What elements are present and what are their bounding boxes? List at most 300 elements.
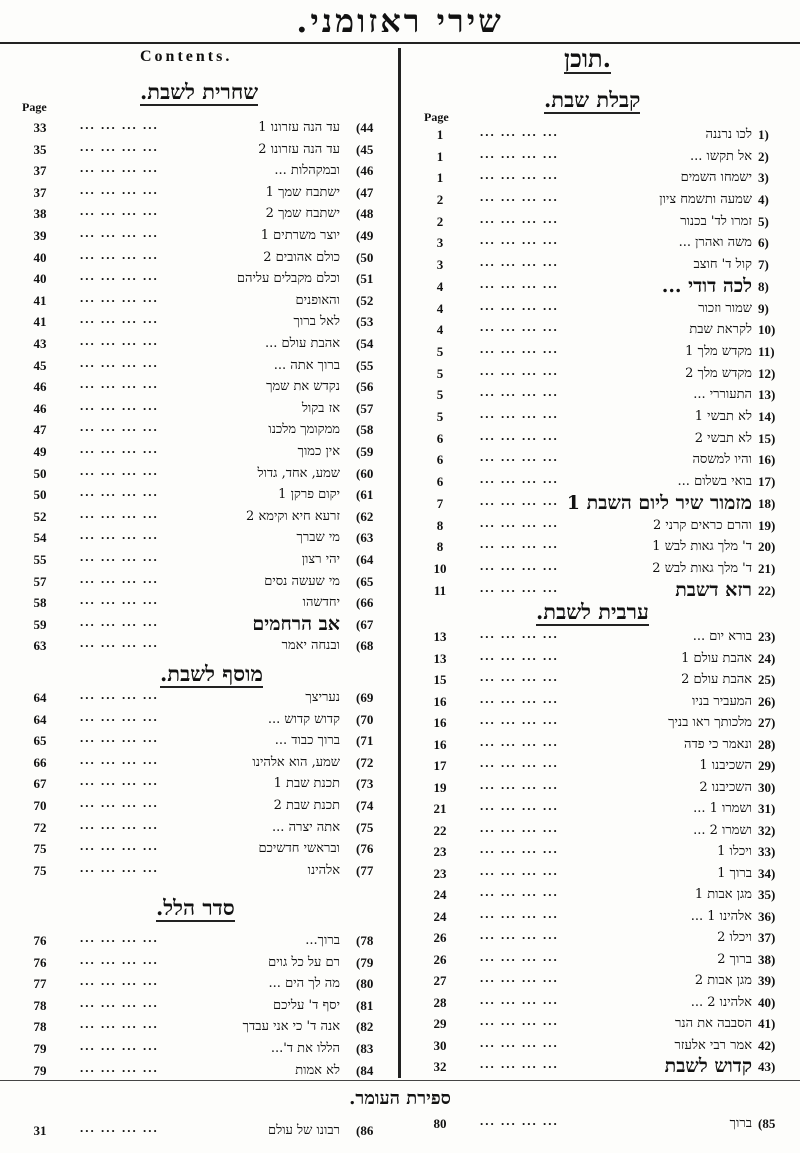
leader-dots: ... ... ... ... (80, 441, 159, 456)
toc-entry (20, 290, 396, 311)
leader-dots: ... ... ... ... (480, 406, 559, 421)
entry-title: ישמחו השמים (680, 170, 752, 185)
leader-dots: ... ... ... ... (80, 117, 159, 132)
entry-page-number: 59 (33, 617, 47, 632)
entry-page-number: 33 (33, 120, 47, 135)
entry-number: (85 (758, 1116, 776, 1131)
toc-entry (20, 838, 396, 859)
entry-number: 15) (758, 431, 776, 446)
entry-title: מזמור שיר ליום השבת 1 (566, 492, 752, 514)
entry-page-number: 50 (33, 487, 47, 502)
toc-entry (20, 973, 396, 994)
leader-dots: ... ... ... ... (480, 363, 559, 378)
toc-entry (420, 906, 798, 927)
entry-number: (75 (356, 820, 374, 835)
toc-entry (20, 752, 396, 773)
leader-dots: ... ... ... ... (480, 189, 559, 204)
leader-dots: ... ... ... ... (480, 558, 559, 573)
entry-number: (64 (356, 552, 374, 567)
entry-title: ובמקהלות ... (274, 163, 340, 178)
toc-entry (20, 571, 396, 592)
entry-number: 28) (758, 737, 776, 752)
leader-dots: ... ... ... ... (80, 614, 159, 629)
leader-dots: ... ... ... ... (480, 515, 559, 530)
leader-dots: ... ... ... ... (480, 471, 559, 486)
entry-title: אב הרחמים (252, 613, 340, 635)
toc-entry (420, 167, 798, 188)
entry-page-number: 46 (33, 379, 47, 394)
leader-dots: ... ... ... ... (480, 1013, 559, 1028)
toc-entry (20, 860, 396, 881)
toc-entry (420, 471, 798, 492)
entry-page-number: 40 (33, 250, 47, 265)
entry-title: יקום פרקן 1 (278, 487, 340, 502)
page-title: שירי ראזומני. (296, 2, 504, 40)
toc-entry (20, 311, 396, 332)
toc-entry (420, 884, 798, 905)
entry-number: (70 (356, 712, 374, 727)
entry-page-number: 16 (433, 694, 447, 709)
toc-entry (20, 506, 396, 527)
entry-page-number: 16 (433, 715, 447, 730)
leader-dots: ... ... ... ... (480, 712, 559, 727)
entry-title: מקדש מלך 2 (685, 366, 752, 381)
entry-page-number: 8 (436, 518, 444, 533)
entry-title: אתה יצרה ... (272, 820, 340, 835)
entry-page-number: 63 (33, 638, 47, 653)
section-heading: שחרית לשבת. (140, 79, 259, 104)
entry-number: (62 (356, 509, 374, 524)
leader-dots: ... ... ... ... (80, 463, 159, 478)
entry-page-number: 65 (33, 733, 47, 748)
entry-title: לכו נרננה (705, 127, 752, 142)
toc-entry (20, 463, 396, 484)
entry-title: אמר רבי אלעזר (674, 1038, 752, 1053)
entry-number: 29) (758, 758, 776, 773)
leader-dots: ... ... ... ... (80, 419, 159, 434)
toc-entry (20, 484, 396, 505)
entry-number: 7) (758, 257, 769, 272)
entry-page-number: 1 (436, 170, 444, 185)
entry-page-number: 23 (433, 844, 447, 859)
entry-title: לאל ברוך (293, 314, 340, 329)
toc-entry (420, 211, 798, 232)
entry-page-number: 77 (33, 976, 47, 991)
entry-number: (77 (356, 863, 374, 878)
entry-number: 23) (758, 629, 776, 644)
entry-page-number: 40 (33, 271, 47, 286)
entry-title: אין כמוך (297, 444, 340, 459)
entry-page-number: 6 (436, 452, 444, 467)
entry-number: 3) (758, 170, 769, 185)
leader-dots: ... ... ... ... (80, 549, 159, 564)
entry-page-number: 38 (33, 206, 47, 221)
entry-number: (59 (356, 444, 374, 459)
entry-number: (63 (356, 530, 374, 545)
entry-page-number: 66 (33, 755, 47, 770)
leader-dots: ... ... ... ... (80, 290, 159, 305)
toc-entry (20, 930, 396, 951)
entry-page-number: 72 (33, 820, 47, 835)
entry-page-number: 50 (33, 466, 47, 481)
leader-dots: ... ... ... ... (480, 211, 559, 226)
entry-number: 31) (758, 801, 776, 816)
entry-title: ישתבח שמך 1 (265, 185, 340, 200)
entry-title: התעוררי ... (693, 387, 752, 402)
leader-dots: ... ... ... ... (480, 384, 559, 399)
toc-entry (420, 626, 798, 647)
entry-page-number: 75 (33, 841, 47, 856)
entry-title: מקדש מלך 1 (685, 344, 752, 359)
entry-title: אל תקשו ... (690, 149, 752, 164)
toc-entry (20, 1016, 396, 1037)
entry-title: עד הנה עזרונו 1 (258, 120, 340, 135)
entry-title: ושמרו 1 ... (693, 801, 752, 816)
entry-number: (84 (356, 1063, 374, 1078)
entry-page-number: 5 (436, 366, 444, 381)
entry-page-number: 32 (433, 1059, 447, 1074)
leader-dots: ... ... ... ... (480, 755, 559, 770)
entry-title: יסף ד' עליכם (273, 998, 340, 1013)
page-column-label: Page (22, 100, 47, 114)
toc-entry (420, 648, 798, 669)
entry-page-number: 64 (33, 712, 47, 727)
entry-page-number: 17 (433, 758, 447, 773)
entry-number: 20) (758, 539, 776, 554)
entry-number: (73 (356, 776, 374, 791)
toc-entry (420, 449, 798, 470)
toc-entry (20, 614, 396, 635)
entry-page-number: 5 (436, 387, 444, 402)
toc-entry (420, 536, 798, 557)
entry-page-number: 5 (436, 344, 444, 359)
leader-dots: ... ... ... ... (80, 795, 159, 810)
toc-entry (420, 820, 798, 841)
leader-dots: ... ... ... ... (80, 952, 159, 967)
entry-number: (86 (356, 1123, 374, 1138)
leader-dots: ... ... ... ... (480, 884, 559, 899)
toc-entry (20, 1060, 396, 1081)
entry-title: הללו את ד'... (270, 1041, 340, 1056)
entry-page-number: 4 (436, 279, 444, 294)
toc-entry (420, 341, 798, 362)
entry-number: 22) (758, 583, 776, 598)
entry-page-number: 28 (433, 995, 447, 1010)
entry-title: מי שברך (296, 530, 340, 545)
entry-number: 8) (758, 279, 769, 294)
entry-page-number: 35 (33, 142, 47, 157)
entry-number: (74 (356, 798, 374, 813)
toc-entry (20, 203, 396, 224)
toc-entry (20, 268, 396, 289)
entry-number: (53 (356, 314, 374, 329)
leader-dots: ... ... ... ... (480, 691, 559, 706)
toc-entry (420, 1056, 798, 1077)
top-rule (0, 42, 800, 44)
entry-number: 40) (758, 995, 776, 1010)
toc-entry (20, 592, 396, 613)
entry-page-number: 54 (33, 530, 47, 545)
toc-entry (20, 995, 396, 1016)
entry-page-number: 75 (33, 863, 47, 878)
toc-entry (20, 376, 396, 397)
leader-dots: ... ... ... ... (480, 493, 559, 508)
bottom-rule (0, 1080, 800, 1081)
entry-title: נעריצך (305, 690, 340, 705)
leader-dots: ... ... ... ... (480, 992, 559, 1007)
entry-number: 6) (758, 235, 769, 250)
entry-title: מי שעשה נסים (264, 574, 340, 589)
entry-page-number: 46 (33, 401, 47, 416)
entry-page-number: 57 (33, 574, 47, 589)
leader-dots: ... ... ... ... (80, 687, 159, 702)
entry-number: (80 (356, 976, 374, 991)
section-heading: סדר הלל. (156, 895, 235, 920)
toc-entry (420, 1013, 798, 1034)
entry-number: (83 (356, 1041, 374, 1056)
toc-entry (20, 549, 396, 570)
entry-page-number: 13 (433, 651, 447, 666)
toc-entry (420, 1035, 798, 1056)
entry-title: ברוך 2 (717, 952, 752, 967)
entry-page-number: 67 (33, 776, 47, 791)
entry-number: 4) (758, 192, 769, 207)
toc-entry (20, 635, 396, 656)
leader-dots: ... ... ... ... (480, 648, 559, 663)
entry-number: 34) (758, 866, 776, 881)
leader-dots: ... ... ... ... (80, 973, 159, 988)
entry-title: ד' מלך גאות לבש 2 (652, 561, 752, 576)
entry-number: (61 (356, 487, 374, 502)
leader-dots: ... ... ... ... (480, 669, 559, 684)
leader-dots: ... ... ... ... (480, 1035, 559, 1050)
entry-title: אז בקול (301, 401, 340, 416)
entry-title: ובנחה יאמר (281, 638, 340, 653)
toc-entry (420, 691, 798, 712)
entry-page-number: 4 (436, 301, 444, 316)
entry-title: מגן אבות 2 (694, 973, 752, 988)
toc-entry (20, 419, 396, 440)
leader-dots: ... ... ... ... (80, 930, 159, 945)
entry-page-number: 76 (33, 933, 47, 948)
entry-page-number: 15 (433, 672, 447, 687)
toc-entry (20, 1120, 396, 1141)
entry-number: (46 (356, 163, 374, 178)
leader-dots: ... ... ... ... (480, 319, 559, 334)
entry-page-number: 24 (433, 909, 447, 924)
entry-number: 12) (758, 366, 776, 381)
leader-dots: ... ... ... ... (480, 232, 559, 247)
entry-title: יחדשהו (302, 595, 340, 610)
leader-dots: ... ... ... ... (80, 160, 159, 175)
toc-entry (20, 795, 396, 816)
entry-number: 43) (758, 1059, 776, 1074)
entry-page-number: 6 (436, 474, 444, 489)
toc-entry (20, 1038, 396, 1059)
entry-number: 32) (758, 823, 776, 838)
leader-dots: ... ... ... ... (80, 333, 159, 348)
leader-dots: ... ... ... ... (80, 709, 159, 724)
toc-entry (420, 428, 798, 449)
entry-page-number: 30 (433, 1038, 447, 1053)
entry-title: אהבת עולם 1 (681, 651, 752, 666)
toc-entry (420, 992, 798, 1013)
entry-page-number: 45 (33, 358, 47, 373)
toc-entry (20, 398, 396, 419)
entry-page-number: 19 (433, 780, 447, 795)
entry-page-number: 43 (33, 336, 47, 351)
leader-dots: ... ... ... ... (480, 820, 559, 835)
entry-number: 35) (758, 887, 776, 902)
leader-dots: ... ... ... ... (480, 863, 559, 878)
leader-dots: ... ... ... ... (480, 1056, 559, 1071)
entry-title: מגן אבות 1 (694, 887, 752, 902)
entry-page-number: 3 (436, 235, 444, 250)
toc-entry (20, 773, 396, 794)
entry-number: 39) (758, 973, 776, 988)
leader-dots: ... ... ... ... (80, 484, 159, 499)
leader-dots: ... ... ... ... (480, 124, 559, 139)
entry-title: השכיבנו 1 (699, 758, 752, 773)
entry-number: (60 (356, 466, 374, 481)
entry-page-number: 11 (433, 583, 447, 598)
entry-title: אהבת עולם ... (264, 336, 340, 351)
leader-dots: ... ... ... ... (480, 777, 559, 792)
entry-page-number: 78 (33, 1019, 47, 1034)
leader-dots: ... ... ... ... (480, 927, 559, 942)
leader-dots: ... ... ... ... (80, 398, 159, 413)
toc-entry (420, 558, 798, 579)
entry-number: 24) (758, 651, 776, 666)
entry-title: נקדש את שמך (266, 379, 340, 394)
entry-title: ד' מלך גאות לבש 1 (652, 539, 752, 554)
leader-dots: ... ... ... ... (80, 247, 159, 262)
entry-title: לא אמות (295, 1063, 340, 1078)
entry-title: והיו למשסה (692, 452, 752, 467)
entry-number: 37) (758, 930, 776, 945)
entry-page-number: 5 (436, 409, 444, 424)
entry-number: 10) (758, 322, 776, 337)
leader-dots: ... ... ... ... (480, 536, 559, 551)
entry-title: זמרו לד' בכנור (680, 214, 752, 229)
leader-dots: ... ... ... ... (80, 139, 159, 154)
toc-entry (420, 363, 798, 384)
entry-page-number: 26 (433, 930, 447, 945)
entry-number: (48 (356, 206, 374, 221)
leader-dots: ... ... ... ... (80, 1120, 159, 1135)
toc-entry (420, 384, 798, 405)
entry-number: 11) (758, 344, 775, 359)
leader-dots: ... ... ... ... (80, 635, 159, 650)
entry-title: קדוש קדוש ... (267, 712, 340, 727)
toc-entry (420, 319, 798, 340)
leader-dots: ... ... ... ... (80, 752, 159, 767)
entry-title: אלהינו 1 ... (690, 909, 752, 924)
entry-number: 2) (758, 149, 769, 164)
leader-dots: ... ... ... ... (80, 730, 159, 745)
entry-title: ונאמר כי פדה (683, 737, 752, 752)
entry-number: (78 (356, 933, 374, 948)
entry-title: שמע, אחד, גדול (257, 466, 340, 481)
entry-number: (72 (356, 755, 374, 770)
entry-title: המעביר בניו (692, 694, 752, 709)
entry-title: הסבבה את הנר (675, 1016, 752, 1031)
toc-entry (420, 298, 798, 319)
leader-dots: ... ... ... ... (480, 906, 559, 921)
entry-page-number: 27 (433, 973, 447, 988)
entry-number: (51 (356, 271, 374, 286)
toc-entry (20, 527, 396, 548)
entry-title: אלהינו 2 ... (690, 995, 752, 1010)
entry-page-number: 31 (33, 1123, 47, 1138)
entry-number: 26) (758, 694, 776, 709)
toc-entry (420, 949, 798, 970)
entry-number: (71 (356, 733, 374, 748)
toc-entry (420, 970, 798, 991)
leader-dots: ... ... ... ... (80, 838, 159, 853)
leader-dots: ... ... ... ... (80, 592, 159, 607)
entry-title: ברוך כבוד ... (274, 733, 340, 748)
leader-dots: ... ... ... ... (80, 203, 159, 218)
entry-title: והרם כראים קרני 2 (652, 518, 752, 533)
entry-title: עד הנה עזרונו 2 (258, 142, 340, 157)
entry-page-number: 7 (436, 496, 444, 511)
entry-title: כולם אהובים 2 (263, 250, 340, 265)
entry-number: 19) (758, 518, 776, 533)
entry-number: (58 (356, 422, 374, 437)
entry-title: ישתבח שמך 2 (265, 206, 340, 221)
entry-page-number: 37 (33, 185, 47, 200)
toc-entry (420, 146, 798, 167)
toc-entry (20, 730, 396, 751)
leader-dots: ... ... ... ... (80, 376, 159, 391)
entry-title: שמור וזכור (698, 301, 752, 316)
toc-heading: תוכן. (564, 44, 611, 73)
entry-title: לא תבשי 1 (694, 409, 752, 424)
entry-page-number: 76 (33, 955, 47, 970)
entry-number: (56 (356, 379, 374, 394)
toc-entry (420, 276, 798, 297)
toc-entry (420, 755, 798, 776)
entry-title: ויכלו 2 (717, 930, 752, 945)
entry-number: 18) (758, 496, 776, 511)
entry-number: 5) (758, 214, 769, 229)
toc-entry (20, 333, 396, 354)
entry-title: רם על כל גוים (268, 955, 340, 970)
toc-entry (420, 669, 798, 690)
entry-page-number: 23 (433, 866, 447, 881)
entry-title: תכנת שבת 1 (273, 776, 340, 791)
page-column-label: Page (424, 110, 449, 124)
entry-number: 33) (758, 844, 776, 859)
entry-number: 17) (758, 474, 776, 489)
leader-dots: ... ... ... ... (80, 571, 159, 586)
leader-dots: ... ... ... ... (480, 341, 559, 356)
entry-number: (55 (356, 358, 374, 373)
toc-entry (420, 734, 798, 755)
toc-entry (20, 182, 396, 203)
toc-entry (20, 687, 396, 708)
toc-entry (20, 441, 396, 462)
entry-number: (68 (356, 638, 374, 653)
entry-number: 13) (758, 387, 776, 402)
toc-entry (20, 225, 396, 246)
entry-number: (66 (356, 595, 374, 610)
entry-title: קדוש לשבת (664, 1055, 752, 1077)
entry-title: מה לך הים ... (268, 976, 340, 991)
entry-title: אנה ד' כי אני עבדך (242, 1019, 340, 1034)
leader-dots: ... ... ... ... (480, 1113, 559, 1128)
